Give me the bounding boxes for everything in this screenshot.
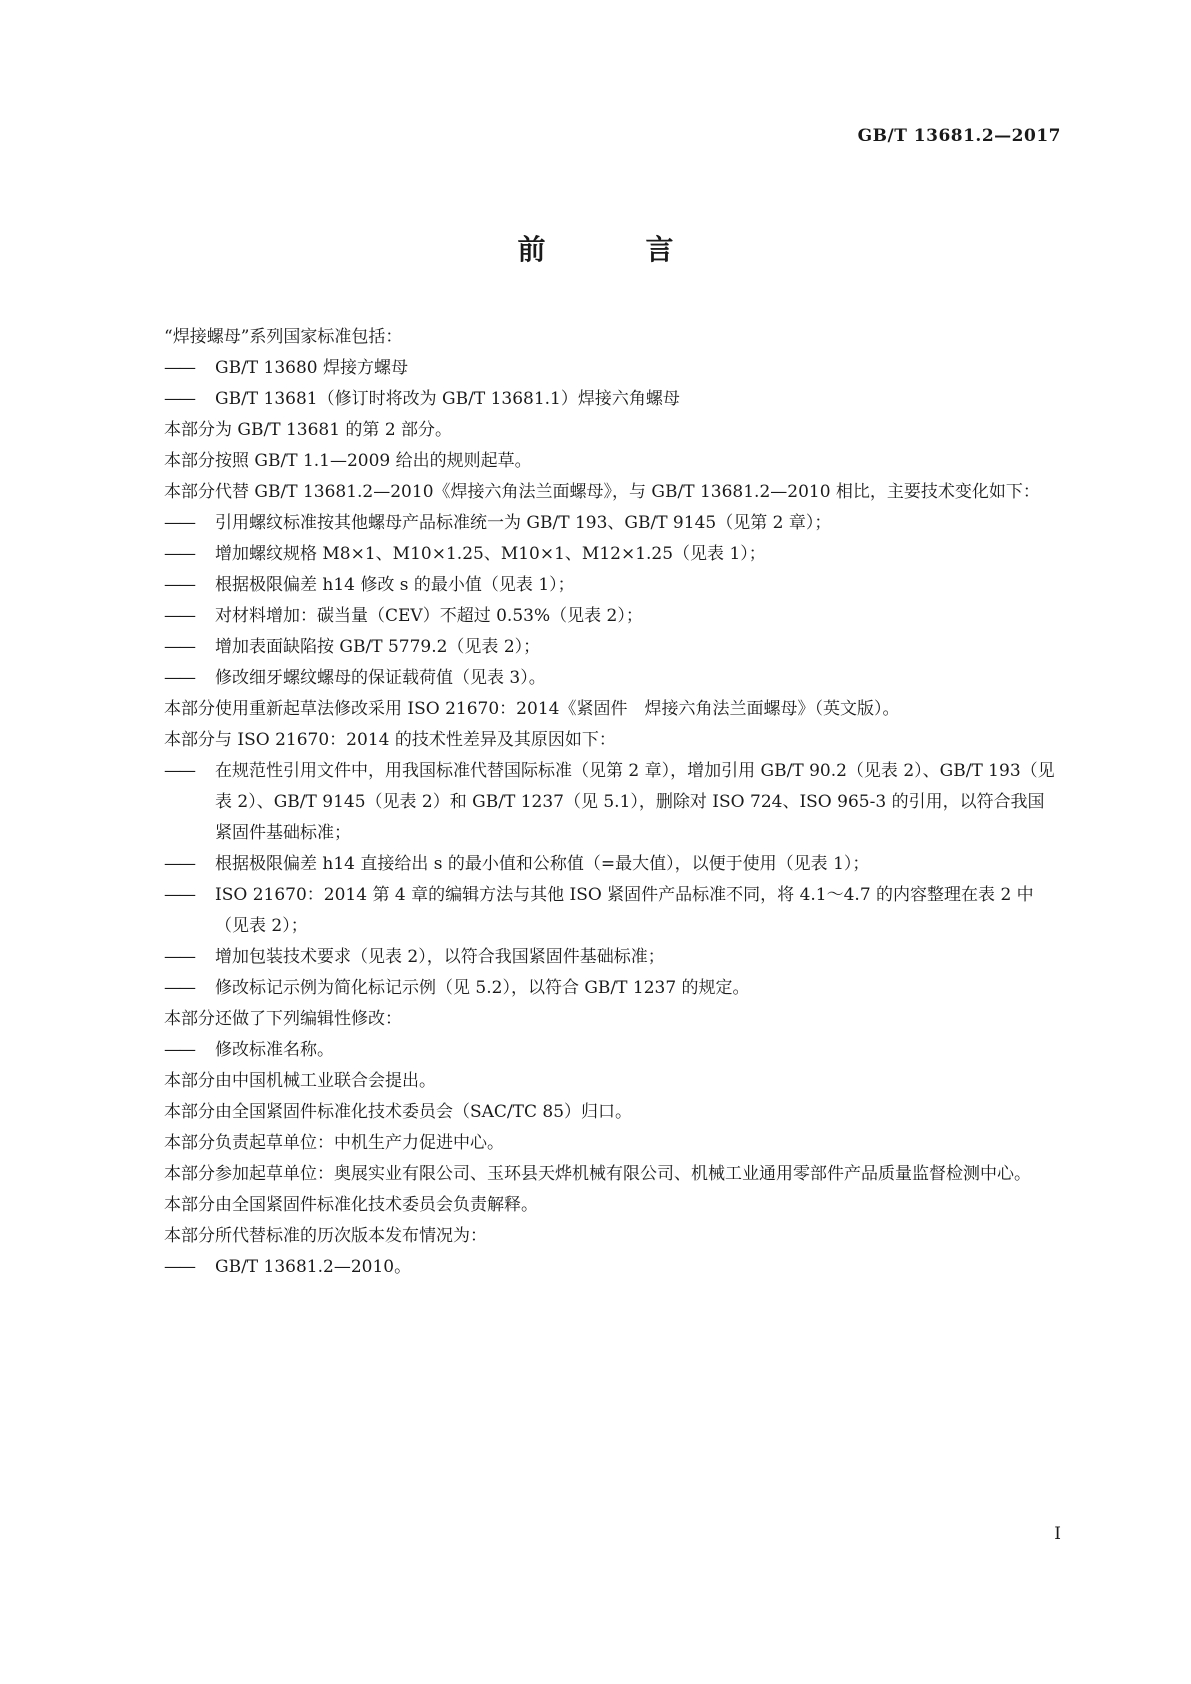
list-item	[164, 849, 1060, 880]
list-item-text: ISO 21670：2014 第 4 章的编辑方法与其他 ISO 紧固件产品标准不同，将 4.1～4.7 的内容整理在表 2 中（见表 2）；	[215, 885, 1034, 936]
list-item-text: GB/T 13681.2—2010。	[215, 1257, 412, 1277]
list-item-text: 对材料增加：碳当量（CEV）不超过 0.53%（见表 2）；	[215, 606, 643, 626]
paragraph: 本部分所代替标准的历次版本发布情况为：	[164, 1226, 487, 1246]
list-item	[164, 1252, 1060, 1283]
list-dash: ——	[164, 978, 194, 998]
list-item-text: GB/T 13681（修订时将改为 GB/T 13681.1）焊接六角螺母	[215, 389, 680, 409]
list-item	[164, 632, 1060, 663]
paragraph: 本部分由全国紧固件标准化技术委员会（SAC/TC 85）归口。	[164, 1102, 633, 1122]
paragraph: 本部分还做了下列编辑性修改：	[164, 1009, 402, 1029]
document-code: GB/T 13681.2—2017	[857, 126, 1061, 146]
paragraph: 本部分由全国紧固件标准化技术委员会负责解释。	[164, 1195, 538, 1215]
list-item	[164, 601, 1060, 632]
list-item	[164, 353, 1060, 384]
list-dash: ——	[164, 606, 194, 626]
list-item	[164, 942, 1060, 973]
list-dash: ——	[164, 885, 194, 905]
paragraph: 本部分代替 GB/T 13681.2—2010《焊接六角法兰面螺母》，与 GB/T 13681.2—2010 相比，主要技术变化如下：	[164, 482, 1040, 502]
list-dash: ——	[164, 513, 194, 533]
list-item-text: 修改标记示例为简化标记示例（见 5.2），以符合 GB/T 1237 的规定。	[215, 978, 750, 998]
list-item-text: 增加包装技术要求（见表 2），以符合我国紧固件基础标准；	[215, 947, 665, 967]
paragraph: 本部分按照 GB/T 1.1—2009 给出的规则起草。	[164, 451, 532, 471]
document-body	[130, 322, 1060, 1283]
list-item	[164, 539, 1060, 570]
list-item-text: 增加表面缺陷按 GB/T 5779.2（见表 2）；	[215, 637, 541, 657]
list-dash: ——	[164, 1257, 194, 1277]
list-dash: ——	[164, 947, 194, 967]
list-item-text: 在规范性引用文件中，用我国标准代替国际标准（见第 2 章），增加引用 GB/T 90.2（见表 2）、GB/T 193（见表 2）、GB/T 9145（见表 2）和 GB/T 1237（见 5.1），删除对 ISO 724、ISO 965-3 的引用，以符合我国紧固件基础标准；	[215, 761, 1055, 843]
page-number: I	[1054, 1524, 1061, 1544]
list-item	[164, 756, 1060, 849]
list-dash: ——	[164, 575, 194, 595]
list-item	[164, 384, 1060, 415]
paragraph: 本部分与 ISO 21670：2014 的技术性差异及其原因如下：	[164, 730, 616, 750]
paragraph: 本部分使用重新起草法修改采用 ISO 21670：2014《紧固件 焊接六角法兰面螺母》（英文版）。	[164, 699, 900, 719]
paragraph: 本部分负责起草单位：中机生产力促进中心。	[164, 1133, 504, 1153]
list-dash: ——	[164, 668, 194, 688]
list-item	[164, 973, 1060, 1004]
paragraph: “焊接螺母”系列国家标准包括：	[164, 327, 403, 347]
list-dash: ——	[164, 389, 194, 409]
page-title: 前 言	[517, 233, 710, 266]
list-dash: ——	[164, 761, 194, 781]
list-item	[164, 1035, 1060, 1066]
paragraph: 本部分由中国机械工业联合会提出。	[164, 1071, 436, 1091]
list-item-text: GB/T 13680 焊接方螺母	[215, 358, 409, 378]
list-item-text: 根据极限偏差 h14 修改 s 的最小值（见表 1）；	[215, 575, 575, 595]
list-item	[164, 663, 1060, 694]
list-item-text: 增加螺纹规格 M8×1、M10×1.25、M10×1、M12×1.25（见表 1）；	[215, 544, 766, 564]
list-item	[164, 570, 1060, 601]
list-item	[164, 508, 1060, 539]
list-item-text: 根据极限偏差 h14 直接给出 s 的最小值和公称值（=最大值），以便于使用（见表 1）；	[215, 854, 870, 874]
paragraph: 本部分为 GB/T 13681 的第 2 部分。	[164, 420, 453, 440]
list-item-text: 引用螺纹标准按其他螺母产品标准统一为 GB/T 193、GB/T 9145（见第 2 章）；	[215, 513, 832, 533]
list-dash: ——	[164, 637, 194, 657]
list-item-text: 修改标准名称。	[215, 1040, 334, 1060]
paragraph: 本部分参加起草单位：奥展实业有限公司、玉环县天烨机械有限公司、机械工业通用零部件产品质量监督检测中心。	[164, 1164, 1031, 1184]
list-item-text: 修改细牙螺纹螺母的保证载荷值（见表 3）。	[215, 668, 546, 688]
list-item	[164, 880, 1060, 942]
list-dash: ——	[164, 544, 194, 564]
list-dash: ——	[164, 854, 194, 874]
list-dash: ——	[164, 358, 194, 378]
list-dash: ——	[164, 1040, 194, 1060]
